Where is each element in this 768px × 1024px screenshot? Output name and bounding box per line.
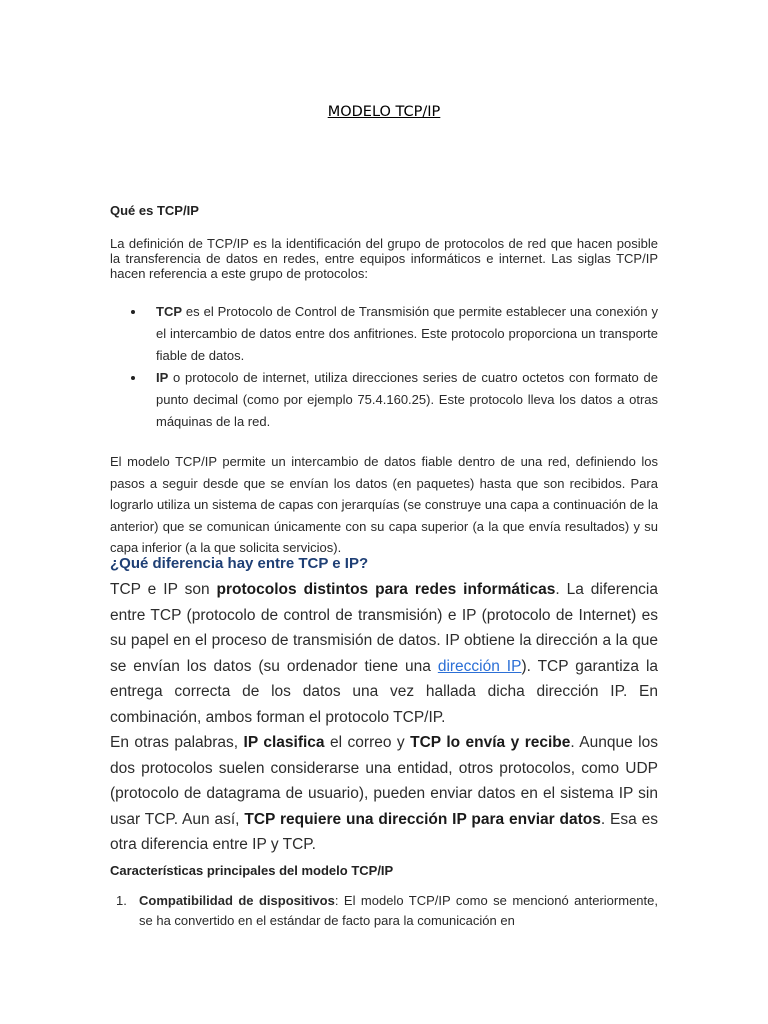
bullet-item-tcp <box>110 301 658 367</box>
bullet-text: o protocolo de internet, utiliza direcciones series de cuatro octetos con formato de punto decimal (como por ejemplo 75.4.160.25). Este protocolo lleva los datos a otras máquinas de la red. <box>156 370 658 429</box>
text-run: TCP e IP son <box>110 581 217 598</box>
list-item <box>110 891 658 931</box>
ip-address-link[interactable]: dirección IP <box>437 657 522 675</box>
emphasis-text: IP clasifica <box>243 734 325 751</box>
text-run: . La diferencia entre TCP (protocolo de control de transmisión) e IP (protocolo de Internet) es su papel en el proceso de transmisión de datos. IP obtiene la dirección a la que se envían los datos (su ordenador tiene una <box>110 581 659 675</box>
difference-paragraph-1 <box>110 577 658 730</box>
list-number: 1. <box>116 893 127 908</box>
difference-paragraph-2 <box>110 730 658 858</box>
page-title: MODELO TCP/IP <box>327 104 441 120</box>
list-term: Compatibilidad de dispositivos <box>139 893 335 908</box>
intro-paragraph: La definición de TCP/IP es la identificación del grupo de protocolos de red que hacen posible la transferencia de datos en redes, entre equipos informáticos e internet. Las siglas TCP/IP hacen referencia a este grupo de protocolos: <box>110 236 658 281</box>
text-run: . Esa es otra diferencia entre IP y TCP. <box>110 810 658 853</box>
features-numbered-list <box>110 891 658 931</box>
emphasis-text: TCP lo envía y recibe <box>410 734 571 751</box>
emphasis-text: protocolos distintos para redes informáticas <box>216 581 556 598</box>
text-run: En otras palabras, <box>110 734 244 751</box>
bullet-item-ip <box>110 367 658 433</box>
model-paragraph: El modelo TCP/IP permite un intercambio de datos fiable dentro de una red, definiendo los pasos a seguir desde que se envían los datos (en paquetes) hasta que son recibidos. Para lograrlo utiliza un sistema de capas con jerarquías (se construye una capa a continuación de la anterior) que se comunican únicamente con su capa superior (a la que envía resultados) y su capa inferior (a la que solicita servicios). <box>110 454 658 556</box>
protocol-bullet-list <box>110 301 658 433</box>
bullet-term: IP <box>156 370 169 385</box>
text-run: . Aunque los dos protocolos suelen considerarse una entidad, otros protocolos, como UDP (protocolo de datagrama de usuario), pueden enviar datos en el sistema IP sin usar TCP. Aun así, <box>110 734 658 828</box>
section-heading-que-es: Qué es TCP/IP <box>110 203 199 218</box>
section-heading-caracteristicas: Características principales del modelo TCP/IP <box>110 863 394 878</box>
emphasis-text: TCP requiere una dirección IP para enviar datos <box>244 810 601 828</box>
text-run: ). TCP garantiza la entrega correcta de los datos una vez hallada dicha dirección IP. En combinación, ambos forman el protocolo TCP/IP. <box>110 657 659 726</box>
bullet-text: es el Protocolo de Control de Transmisión que permite establecer una conexión y el intercambio de datos entre dos anfitriones. Este protocolo proporciona un transporte fiable de datos. <box>156 304 658 363</box>
text-run: el correo y <box>324 734 411 751</box>
list-text: : El modelo TCP/IP como se mencionó anteriormente, se ha convertido en el estándar de facto para la comunicación en <box>139 893 658 928</box>
bullet-icon <box>131 310 135 314</box>
bullet-term: TCP <box>156 304 182 319</box>
section-heading-diferencia: ¿Qué diferencia hay entre TCP e IP? <box>110 555 369 572</box>
bullet-icon <box>131 376 135 380</box>
